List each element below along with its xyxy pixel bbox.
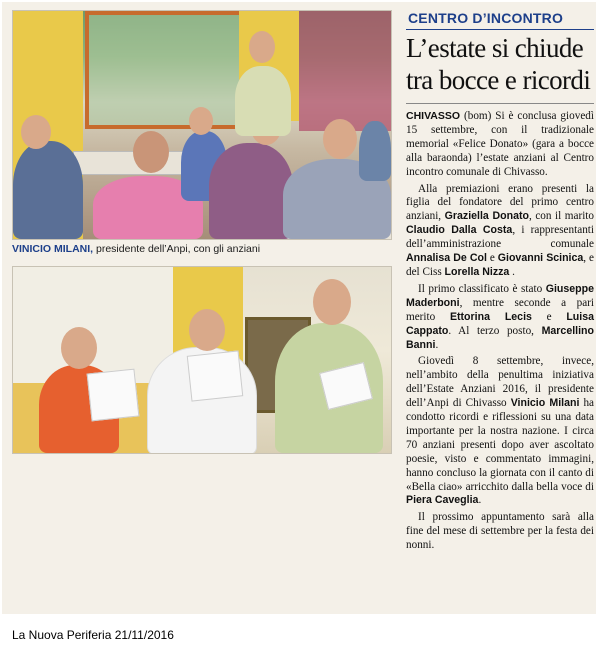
photo-elderly-group bbox=[12, 10, 392, 240]
caption-name: VINICIO MILANI, bbox=[12, 243, 94, 255]
photo-caption bbox=[12, 240, 392, 258]
dateline: CHIVASSO bbox=[406, 110, 461, 122]
article-paragraph-3: Il primo classificato è stato Giuseppe Maderboni, mentre seconde a pari merito Ettorina Lecis e Luisa Cappato. Al terzo posto, Marcellino Banni. bbox=[406, 282, 594, 351]
article-body bbox=[406, 110, 594, 556]
article-paragraph-2: Alla premiazioni erano presenti la figlia del fondatore del primo centro anziani, Graziella Donato, con il marito Claudio Dalla Costa, i rappresentanti dell’amministrazione comunale Annalisa De Col e Giovanni Scinica, e del Ciss Lorella Nizza . bbox=[406, 182, 595, 278]
article-paragraph-4: Giovedì 8 settembre, invece, nell’ambito della penultima iniziativa dell’Estate Anziani 2016, il presidente dell’Anpi di Chivasso Vinicio Milani ha condotto ricordi e riflessioni su una data importante per la nostra nazione. I circa 70 anziani presenti dopo aver ascoltato poesie, visto e commentato immagini, hanno concluso la giornata con il canto di «Bella ciao» arricchito dalla bella voce di Piera Caveglia. bbox=[406, 355, 595, 507]
section-kicker: CENTRO D’INCONTRO bbox=[408, 10, 564, 26]
headline-rule bbox=[406, 103, 594, 104]
kicker-rule bbox=[406, 29, 594, 30]
article-paragraph-1: CHIVASSO (bom) Si è conclusa giovedì 15 settembre, con il tradizionale memorial «Felice Donato» (gara a bocce alla baraonda) l’estate anziani al Centro incontro comunale di Chivasso. bbox=[406, 110, 594, 178]
headline: L’estate si chiude tra bocce e ricordi bbox=[406, 33, 591, 95]
source-line: La Nuova Periferia 21/11/2016 bbox=[12, 628, 174, 642]
newspaper-clipping bbox=[2, 2, 596, 614]
caption-text: presidente dell’Anpi, con gli anziani bbox=[93, 243, 261, 255]
article-paragraph-5: Il prossimo appuntamento sarà alla fine del mese di settembre per la festa dei nonni. bbox=[406, 511, 594, 552]
photo-readers bbox=[12, 266, 392, 454]
